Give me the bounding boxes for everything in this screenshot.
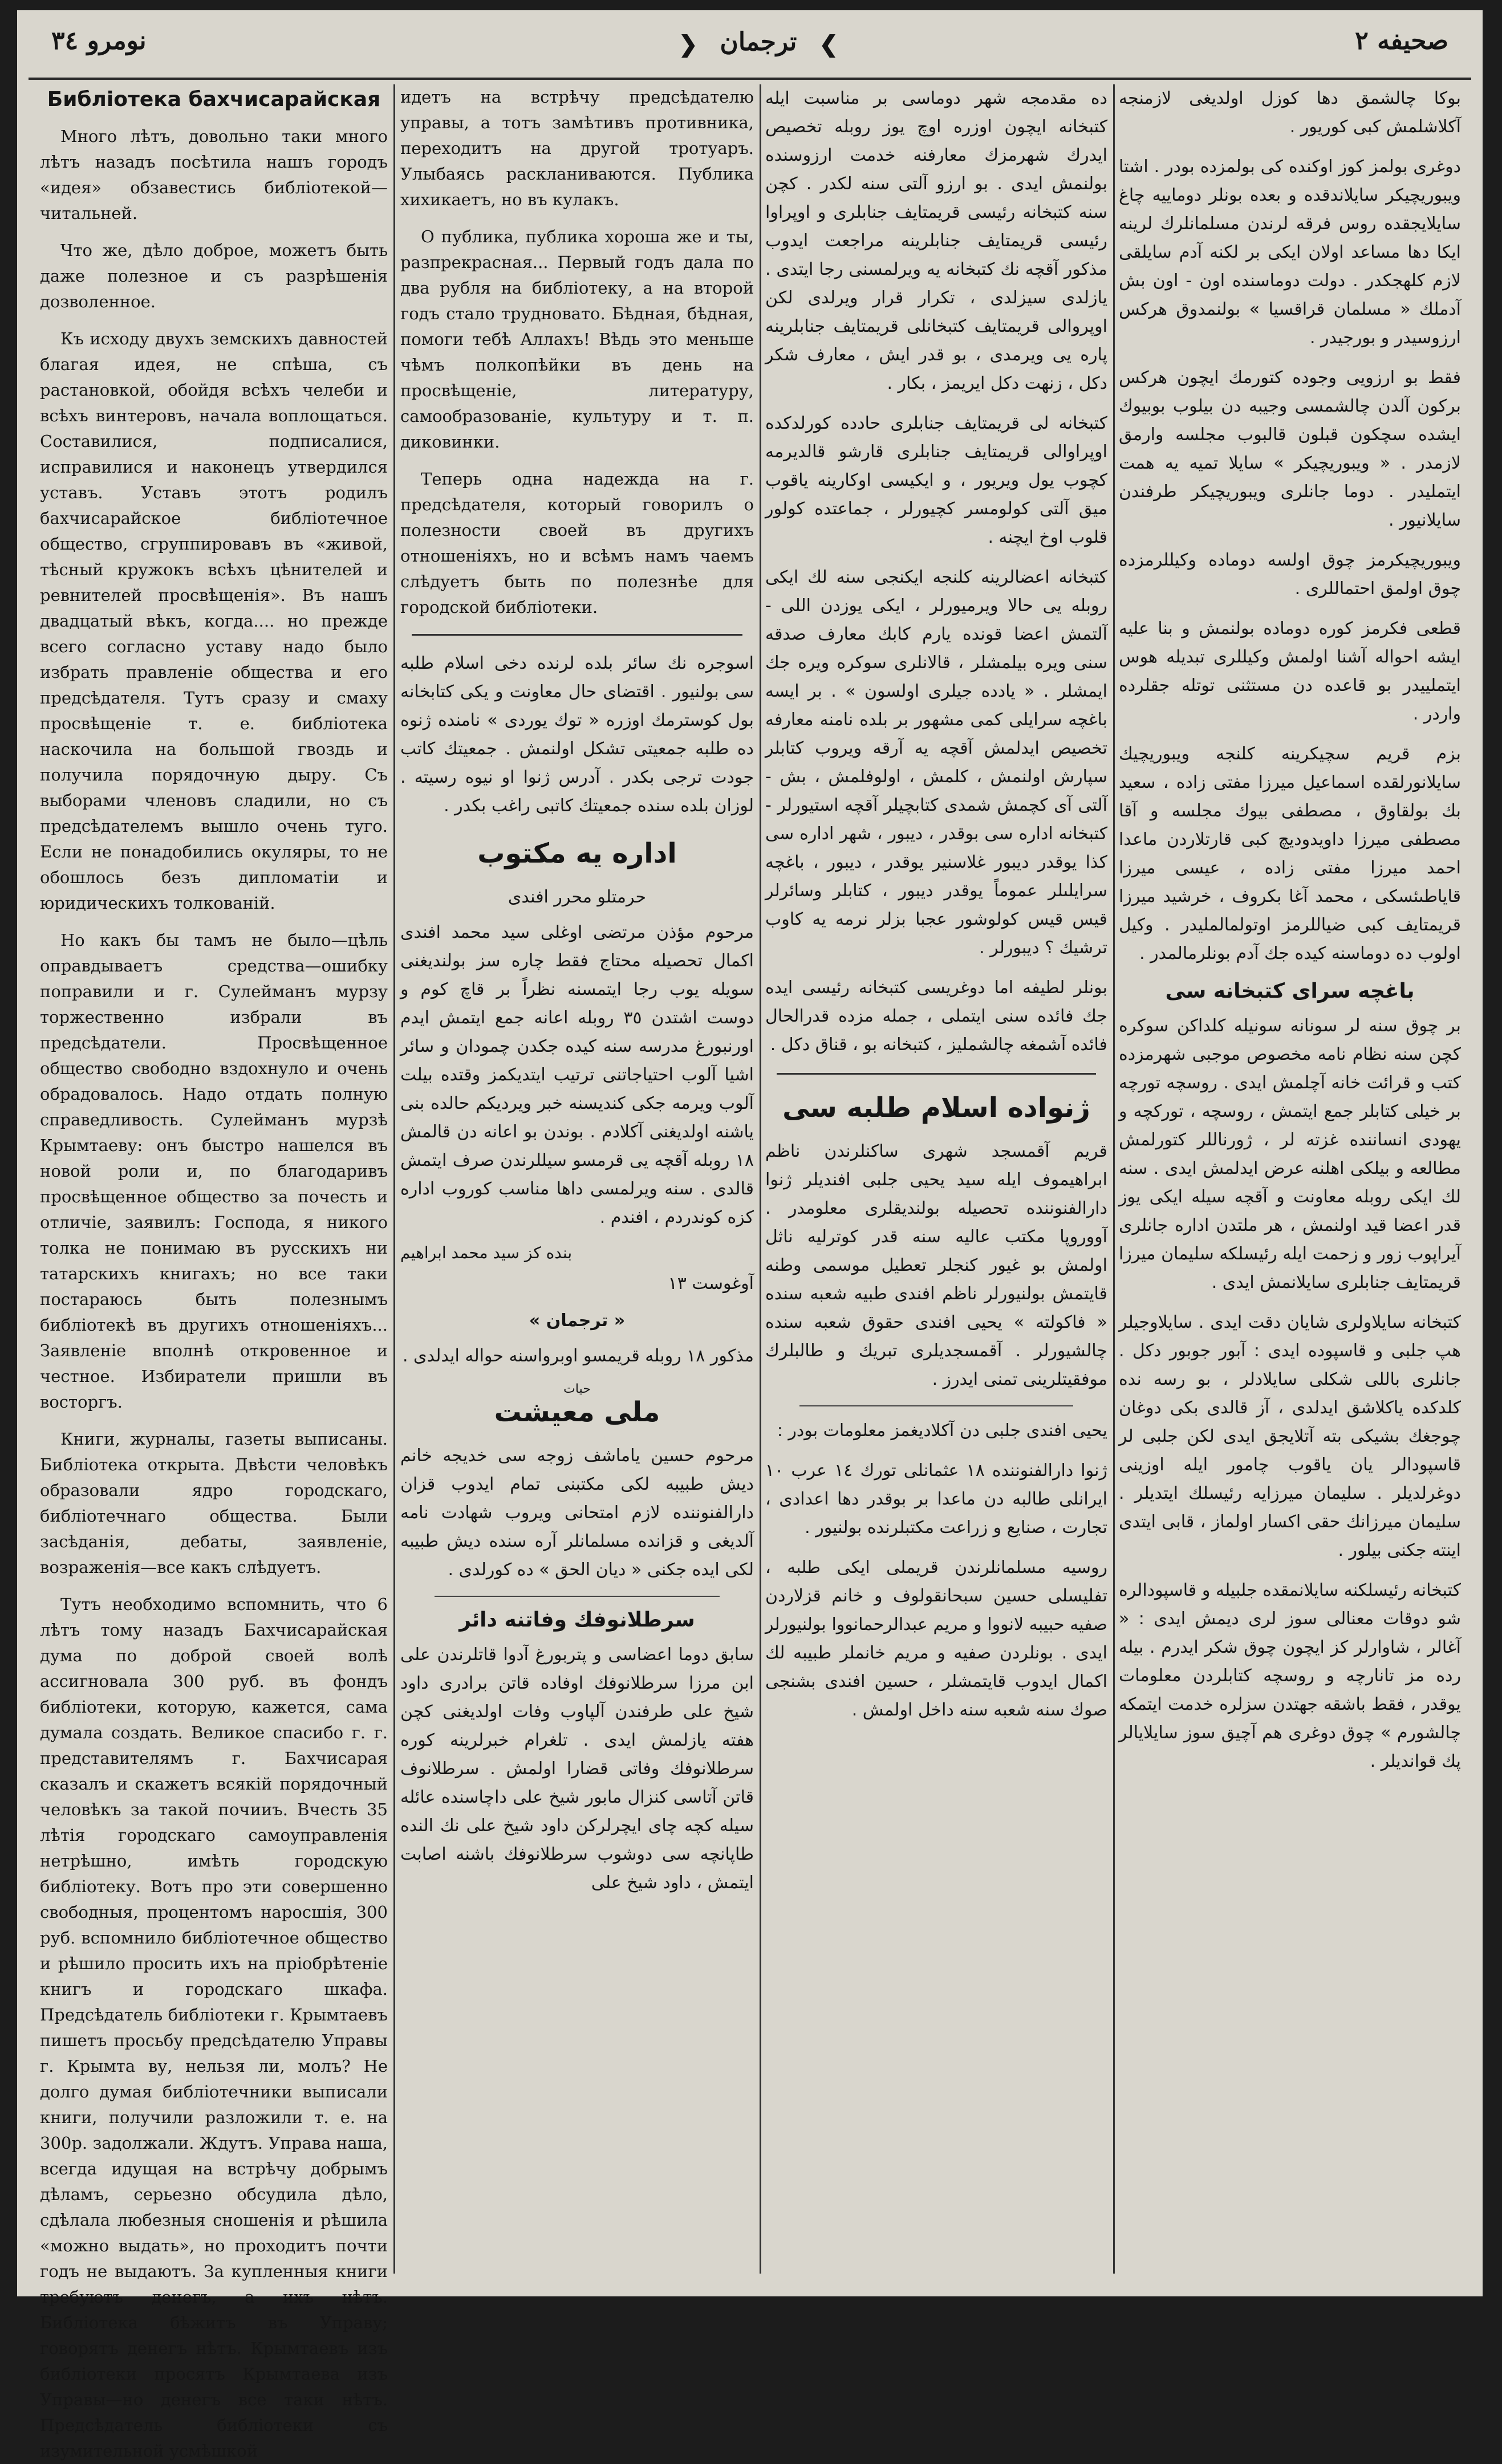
newspaper-page (17, 10, 1483, 2461)
library-paragraph: كتبخانه لى قريمتايف جنابلرى حادده كورلدكده اوپراوالى قريمتايف جنابلرى قارشو قالديرمه كچوب يول ويريور ، و ايكيسى اوكارينه ياقوب ميق آلتى كولومسر كچيورلر ، جماعتده كولور قلوب اوخ ايچنه . (765, 413, 1107, 547)
paper-name: ترجمان (720, 27, 797, 56)
column-divider (1113, 84, 1115, 2274)
letter-heading: اداره يه مكتوب (477, 837, 677, 869)
election-paragraph: قطعى فكرمز كوره دوماده بولنمش و بنا عليه ايشه احواله آشنا اولمش وكيللرى تبديله هوس ايتملييدر بو قاعده دن مستثنى توتله جقلرده واردر . (1119, 619, 1461, 724)
section-divider (412, 634, 742, 636)
election-paragraph: دوغرى بولمز كوز اوكنده كى بولمزده بودر . اشتا ويبوريچيكر سايلاندقده و بعده بونلر دوماييه چاغ سايلايجقده روس فرقه لرندن مسلمانلرك لرينه ايكا دها مساعد اولان ايكى بر لكنه آدم سايلقى لازم كلهجكدر . دولت دوماسنده اون - اون بش آدملك « مسلمان قراقسيا » بولنمدوق هركس ارزوسيدر و بورجيدر . (1119, 157, 1461, 348)
library-paragraph: بونلر لطيفه اما دوغريسى كتبخانه رئيسى ايده جك فائده سنى ايتملى ، جمله مزده قدرالحال فائده آشمغه چالشمليز ، كتبخانه بو ، قناق دكل . (765, 978, 1107, 1055)
column-second (400, 84, 754, 2285)
ornament-left-icon: ❮ (679, 31, 698, 58)
editor-tag: « ترجمان » (529, 1311, 626, 1331)
library-paragraph: كتبخانه اعضالرينه كلنجه ايكنجى سنه لك ايكى روبله يى حالا ويرميورلر ، ايكى يوزدن اللى - آلتمش اعضا قونده يارم كابك معارف صدقه سنى ويره بيلمشلر ، قالانلرى سوكره ويره جك ايمشلر . « يادده جيلرى اولسون » . بر ايسه باغچه سرايلى كمى مشهور بر بلده نامنه معارفه تخصيص ايدلمش آقچه يه آرقه ويروب كتابلر سپارش اولنمش ، كلمش ، اولوفلمش ، بش - آلتى آى كچمش شمدى كتابچيلر آقچه استيورلر - كتبخانه اداره سى بوقدر ، ديبور ، شهر اداره سى كذا يوقدر ديبور غلاسنير يوقدر ، ديبور ، باغچه سرايلىلر عموماً يوقدر ديبور ، كتابلر وسائرلر قيس قيس كولوشور عجبا بزلر نرمه يه كاوب ترشيك ؟ ديبورلر . (765, 567, 1107, 958)
article-paragraph: Къ исходу двухъ земскихъ давностей благая идея, не спѣша, съ растановкой, обойдя всѣхъ челеби и всѣхъ винтеровъ, начала воплощаться. Составилися, подписалися, исправилися и наконецъ утвердился уставъ. Уставъ этотъ родилъ бахчисарайское библіотечное общество, сгруппировавъ въ «живой, тѣсный кружокъ всѣхъ цѣнителей и ревнителей просвѣщенія». Въ нашъ двадцатый вѣкъ, когда.... но прежде всего согласно уставу надо было избрать правленіе общества и его предсѣдателя. Тутъ сразу и смаху просвѣщеніе т. е. библіотека наскочила на большой гвоздь и получила порядочную дыру. Съ выборами членовъ сладили, но съ предсѣдателемъ вышло очень туго. Если не понадобились окуляры, то не обошлось безъ дипломатіи и юридическихъ толкованій. (40, 329, 388, 913)
library-heading: باغچه سراى كتبخانه سى (1165, 979, 1415, 1003)
election-paragraph: بوكا چالشمق دها كوزل اولديغى لازمنجه آكلاشلمش كبى كوريور . (1119, 88, 1461, 137)
students-paragraph: يحيى افندى جلبى دن آكلاديغمز معلومات بودر : (777, 1421, 1107, 1441)
letter-signature: بنده كز سيد محمد ابراهيم (400, 1243, 573, 1262)
section-small-caption: حيات (563, 1382, 591, 1396)
letter-salutation: حرمتلو محرر افندى (508, 887, 647, 907)
students-paragraph: ژنوا دارالفنوننده ١٨ عثمانلى تورك ١٤ عرب ١٠ ايرانلى طالبه دن ماعدا بر بوقدر دها اعدادى ، تجارت ، صنايع و زراعت مكتبلرنده بولنيور . (765, 1461, 1107, 1538)
column-russian (40, 84, 388, 2461)
students-paragraph: قريم آقمسجد شهرى ساكنلرندن ناظم ابراهيموف ايله سيد يحيى جلبى افنديلر ژنوا دارالفنوننده تحصيله بولنديقلرى معلومدر . آووروپا مكتب عاليه سنه قدر كوترليه ناثل اولمش بو غيور كنجلر تعطيل موسمى وطنه قايتمش بولنيورلر ناظم افندى طبيه شعبه سنده « فاكولته » يحيى افندى حقوق شعبه سنده چالشيورلر . آقمسجديلرى تبريك و طالبلرك موفقيتلرينى تمنى ايدرز . (765, 1141, 1107, 1389)
article-paragraph: Что же, дѣло доброе, можетъ быть даже полезное и съ разрѣшенія дозволенное. (40, 241, 388, 311)
obituary-body: سابق دوما اعضاسى و پتربورغ آدوا قاتلرندن على ابن مرزا سرطلانوفك اوفاده قاتن برادرى داود شيخ على طرفندن آلپاوب وفات اولديغنى كچن هفته يازلمش ايدى . تلغرام خبرلرينه كوره سرطلانوفك وفاتى قضارا اولمش . سرطلانوف قاتن آتاسى كنزال مابور شيخ على داچاسنده عائله سيله كچه چاى ايچرلركن داود شيخ على نك النده طاپانچه سى دوشوب سرطلانوفك باشنه اصابت ايتمش ، داود شيخ على (400, 1645, 754, 1893)
national-life-heading: ملى معيشت (494, 1396, 660, 1428)
page-number: صحيفه ٢ (1355, 26, 1448, 55)
obituary-heading: سرطلانوفك وفاتنه دائر (459, 1608, 695, 1632)
paper-title (673, 27, 844, 64)
library-paragraph: كتبخانه رئيسلكنه سايلانمقده جلبيله و قاسپودالره شو دوقات معنالى سوز لرى ديمش ايدى : « آغالر ، شاوارلر كز ايچون چوق شكر ايدرم . بيله رده مز تانارچه و روسچه كتابلردن معلومات يوقدر ، فقط باشقه جهتدن سزلره خدمت ايتمكه چالشورم » چوق دوغرى هم آچيق سوز سايلايالر پك قوانديلر . (1119, 1580, 1461, 1771)
election-paragraph: ويبوريچيكرمز چوق اولسه دوماده وكيللرمزده چوق اولمق احتماللرى . (1119, 550, 1461, 599)
article-paragraph: Но какъ бы тамъ не было—цѣль оправдываетъ средства—ошибку поправили и г. Сулейманъ мурзу торжественно избрали въ предсѣдатели. Просвѣщенное общество свободно вздохнуло и очень обрадовалось. Надо отдать полную справедливость. Сулейманъ мурзѣ Крымтаеву: онъ быстро нашелся въ новой роли и, по благодаривъ просвѣщенное общество за почесть и отличіе, заявилъ: Господа, я никого толка не понимаю въ русскихъ ни татарскихъ книгахъ; но все таки постараюсь быть полезнымъ библіотекѣ въ другихъ отношеніяхъ... Заявленіе вполнѣ откровенное и честное. Избиратели пришли въ восторгъ. (40, 930, 388, 1412)
article-paragraph: О публика, публика хороша же и ты, разпрекрасная... Первый годъ дала по два рубля на библіотеку, а на второй годъ стало трудновато. Бѣдная, бѣдная, помоги тебѣ Аллахъ! Вѣдь это меньше чѣмъ полкопѣйки въ день на просвѣщеніе, литературу, самообразованіе, культуру и т. п. диковинки. (400, 227, 754, 452)
students-heading: ژنواده اسلام طلبه سى (782, 1092, 1090, 1124)
section-divider (777, 1073, 1096, 1075)
election-paragraph: بزم قريم سچيكرينه كلنجه ويبوريچيك سايلانورلقده اسماعيل ميرزا مفتى زاده ، سعيد بك بولقاوق ، مصطفى بيوك مجلسه و آقا مصطفى ميرزا داويدوديچ كبى قارتلاردن ماعدا احمد ميرزا مفتى زاده ، عيسى ميرزا قاياطىئسكى ، محمد آغا بكروف ، خرشيد ميرزا قريمتايف كبى ضياللرمز اوتولمالمليدر . وكيل اولوب ده دوماسنه كيده جك آدم بونلرمالمدر . (1119, 744, 1461, 963)
national-life-body: مرحوم حسين ياماشف زوجه سى خديجه خانم ديش طبيبه لكى مكتبنى تمام ايدوب قزان دارالفنوننده لازم امتحانى ويروب شهادت نامه آلديغى و قزانده مسلمانلر آره سنده ديش طبيبه لكى ايده جكنى « ديان الحق » ده كورلدى . (400, 1446, 754, 1580)
students-paragraph: روسيه مسلمانلرندن قريملى ايكى طلبه ، تفليسلى حسين سبحانقولوف و خانم قزلاردن صفيه حبيبه لانووا و مريم عبدالرحمانووا بولنيورلر ايدى . بونلردن صفيه و مريم خانملر طبيبه لك اكمال ايدوب قايتمشلر ، حسين افندى بشنجى صوك سنه شعبه سنه داخل اولمش . (765, 1558, 1107, 1720)
column-third (765, 84, 1107, 2285)
section-divider (435, 1596, 720, 1597)
news-paragraph: اسوجره نك سائر بلده لرنده دخى اسلام طلبه سى بولنيور . اقتضاى حال معاونت و يكى كتابخانه بول كوسترمك اوزره « توك يوردى » نامنده ژنوه ده طلبه جمعيتى تشكل اولنمش . جمعيتك كاتب جودت ترجى بكدر . آدرس ژنوا او نيوه رسيته . لوزان بلده سنده جمعيتك كاتبى راغب بكدر . (400, 653, 754, 816)
column-divider (393, 84, 395, 2274)
election-paragraph: فقط بو ارزويى وجوده كتورمك ايچون هركس بركون آلدن چالشمسى وجيبه دن بيلوب بوبيوك ايشده سچكون قبلون قالبوب مجلسه وارمق لازمدر . « ويبوريچيكر » سايلا تميه يه همت ايتمليدر . دوما جانلرى ويبوريچيكر طرفندن سايلانيور . (1119, 368, 1461, 530)
letter-body: مرحوم مؤذن مرتضى اوغلى سيد محمد افندى اكمال تحصيله محتاج فقط چاره سز بولنديغنى سويله يوب رجا ايتمسنه نظراً بر قاچ كوم و دوست اشتدن ٣٥ روبله اعانه جمع ايتمش ايدم اورنبورغ مدرسه سنه كيده جكدن چمودان و سائر اشيا آلوب احتياجاتنى ترتيب ايتديكمز وقتده بيلت آلوب ويرمه جكى كنديسنه خبر ويرديكم حالده بنى ياشنه اولديغنى آكلادم . بوندن بو اعانه دن قالمش ١٨ روبله آقچه يى قرمسو سيللرندن صرف ايتمش قالدى . سنه ويرلمسى داها مناسب كوروب اداره كزه كوندردم ، افندم . (400, 922, 754, 1227)
library-paragraph: بر چوق سنه لر سونانه سونيله كلداكن سوكره كچن سنه نظام نامه مخصوص موجبى شهرمزده كتب و قرائت خانه آچلمش ايدى . روسچه تورچه بر خيلى كتابلر جمع ايتمش ، روسچه ، توركچه و يهودى انساننده غزته لر ، ژورناللر كتورلمش مطالعه و بيلكى اهلنه عرض ايدلمش ايدى . سنه لك ايكى روبله معاونت و آقچه سيله ايكى يوز قدر اعضا قيد اولنمش ، هر ملتدن اداره جانلرى آيراپوب زور و زحمت ايله رئيسلكه سليمان ميرزا قريمتايف جنابلرى سايلانمش ايدى . (1119, 1016, 1461, 1292)
issue-number: نومرو ٣٤ (51, 26, 147, 55)
masthead-rule (29, 78, 1471, 80)
letter-date: آوغوست ١٣ (668, 1274, 754, 1294)
column-fourth (1119, 84, 1461, 2285)
article-paragraph: Много лѣтъ, довольно таки много лѣтъ назадъ посѣтила нашъ городъ «идея» обзавестись библіотекой—читальней. (40, 127, 388, 223)
section-divider (799, 1405, 1073, 1406)
article-paragraph: идетъ на встрѣчу предсѣдателю управы, а тотъ замѣтивъ противника, переходитъ на другой тротуаръ. Улыбаясь раскланиваются. Публика хихикаетъ, но въ кулакъ. (400, 87, 754, 209)
library-paragraph: كتبخانه سايلاولرى شايان دقت ايدى . سايلاوجيلر هپ جلبى و قاسپوده ايدى : آبور جوبور دكل . جانلرى باللى شكلى سايلادلر ، بو رسه نده كلدكده ياكلاشق ايدلدى ، آز قالدى بكى دوغان چوجغك بشيكى بته آتلايجق ايدى لكن جلبى لر قاسپودالر يان ياقوب چامور ايله اوزينى دوغرلديلر . سليمان ميرزايه رئيسلك ايتديلر . سليمان ميرزانك حقى اكسار اولماز ، قابى ايتدى اينته جكنى بيلور . (1119, 1312, 1461, 1560)
column-divider (760, 84, 761, 2274)
article-paragraph: Тутъ необходимо вспомнить, что 6 лѣтъ тому назадъ Бахчисарайская дума по доброй своей волѣ ассигновала 300 руб. въ фондъ библіотеки, которую, кажется, сама думала создать. Великое спасибо г. г. представителямъ г. Бахчисарая сказалъ и скажетъ всякій порядочный человѣкъ за такой почииъ. Вчесть 35 лѣтія городскаго самоуправленія нетрѣшно, имѣть городскую библіотеку. Вотъ про эти совершенно свободныя, процентомъ наросшія, 300 руб. вспомнило библіотечное общество и рѣшило просить ихъ на пріобрѣтеніе книгъ и городскаго шкафа. Предсѣдатель библіотеки г. Крымтаевъ пишетъ просьбу предсѣдателю Управы г. Крымта ву, нельзя ли, молъ? Не долго думая библіотечники выписали книги, получили разложили т. е. на 300р. задолжали. Ждутъ. Управа наша, всегда идущая на встрѣчу добрымъ дѣламъ, серьезно обсудила дѣло, сдѣлала любезныя сношенія и рѣшила «можно выдать», но проходитъ почти годъ не выдаютъ. За купленныя книги требуютъ денегъ, а ихъ нѣтъ. Библіотека бѣжитъ въ Управу; говорятъ денегъ нѣтъ. Крымтаевъ изъ библіотеки просятъ Крымтаева изъ Управы—но денегъ все таки нѣтъ. Предсѣдатель библіотеки съ изумительной усмѣшкой (40, 1595, 388, 2461)
library-paragraph: ده مقدمجه شهر دوماسى بر مناسبت ايله كتبخانه ايچون اوزره اوچ يوز روبله تخصيص ايدرك شهرمزك معارفنه خدمت ارزوسنده بولنمش ايدى . بو ارزو آلتى سنه لكدر . كچن سنه كتبخانه رئيسى قريمتايف جنابلرى و اوپراوا رئيسى قريمتايف جنابلرينه مراجعت ايدوب مذكور آقچه نك كتبخانه يه ويرلمسنى رجا ايتدى . يازلدى سيزلدى ، تكرار قرار ويرلدى لكن اوپروالى قريمتايف كتبخانلى قريمتايف جنابلرينه پاره يى ويرمدى ، بو قدر ايش ، معارف شكر دكل ، زنهت دكل ايريمز ، بكار . (765, 88, 1107, 393)
article-paragraph: Книги, журналы, газеты выписаны. Библіотека открыта. Двѣсти человѣкъ образовали ядро городскаго, библіотечнаго общества. Были засѣданія, дебаты, заявленіе, возраженія—все какъ слѣдуетъ. (40, 1429, 388, 1577)
article-paragraph: Теперь одна надежда на г. предсѣдателя, который говорилъ о полезности своей въ другихъ отношеніяхъ, но и всѣмъ намъ чаемъ слѣдуетъ быть по полезнѣе для городской библіотеки. (400, 469, 754, 617)
article-title: Библіотека бахчисарайская (47, 88, 381, 111)
ornament-right-icon: ❯ (819, 31, 838, 58)
masthead (17, 10, 1483, 79)
editor-note: مذكور ١٨ روبله قريمسو اوبرواسنه حواله ايدلدى . (402, 1346, 754, 1366)
